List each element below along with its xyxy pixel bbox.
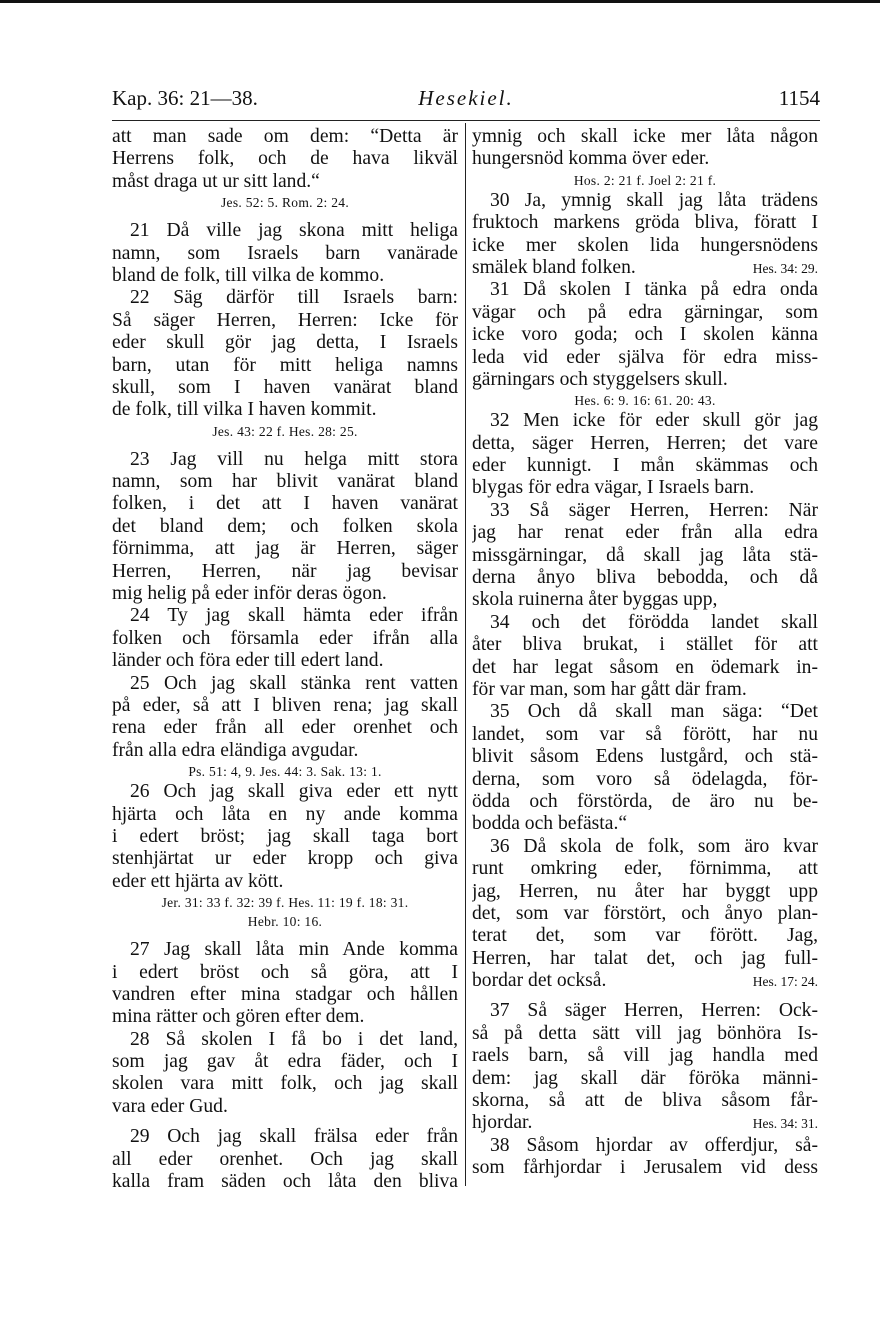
line-text: icke mer skolen lida hungersnödens [472,234,818,256]
left-column [112,126,458,1193]
verse-start-line [112,939,458,961]
line-text: mig helig på eder inför deras ögon. [112,583,387,605]
verse-start-line [112,1126,458,1148]
text-line [112,826,458,848]
column-divider [465,123,466,1186]
text-line [112,355,458,377]
line-text: vägar och på edra gärningar, som [472,301,818,323]
line-text: att man sade om dem: “Detta är [112,126,458,147]
text-line [472,1112,818,1134]
verse-start-line [472,1135,818,1157]
text-line [472,1157,818,1179]
text-line [472,813,818,835]
verse-start-line [112,449,458,471]
text-line [472,545,818,567]
cross-reference: Ps. 51: 4, 9. Jes. 44: 3. Sak. 13: 1. [188,764,382,780]
text-line [112,377,458,399]
text-line [472,634,818,656]
text-line [472,257,818,279]
text-line [112,399,458,421]
text-line [472,791,818,813]
text-line [112,1051,458,1073]
cross-reference: Hes. 17: 24. [752,974,818,990]
line-text: fruktoch markens gröda bliva, föratt I [472,212,818,234]
text-line [472,1023,818,1045]
line-text: 38 Såsom hjordar av offerdjur, så- [490,1134,818,1156]
text-line [112,471,458,493]
text-line [112,1149,458,1171]
text-line [112,1171,458,1193]
line-text: eder skull gör jag detta, I Israels [112,332,458,354]
line-text: måst draga ut ur sitt land.“ [112,170,320,192]
line-text: Herren, Herren, när jag bevisar [112,560,458,582]
text-line [472,679,818,701]
verse-start-line [472,500,818,522]
text-line [112,740,458,762]
line-text: det bland dem; och folken skola [112,515,458,537]
text-line [112,332,458,354]
line-text: blivit såsom Edens lustgård, och stä- [472,746,818,768]
line-text: stenhjärtat ur eder kropp och giva [112,848,458,870]
verse-start-line [472,836,818,858]
line-text: missgärningar, då skall jag låta stä- [472,544,818,566]
line-text: så på detta sätt vill jag bönhöra Is- [472,1022,818,1044]
line-text: folken, i det att I haven vanärat [112,493,458,515]
line-text: 30 Ja, ymnig skall jag låta trädens [490,189,818,211]
running-header [112,86,820,116]
text-line [472,567,818,589]
line-text: smälek bland folken. [472,256,636,278]
text-line [112,265,458,287]
text-line [112,695,458,717]
text-line [112,1073,458,1095]
line-text: eder kunnigt. I mån skämmas och [472,455,818,477]
text-line [112,984,458,1006]
line-text: 34 och det förödda landet skall [490,611,818,633]
text-line [472,126,818,148]
text-line [112,516,458,538]
line-text: 25 Och jag skall stänka rent vatten [130,672,458,694]
line-text: det, som var förstört, och ånyo plan- [472,902,818,924]
line-text: hjärta och låta en ny ande komma [112,803,458,825]
text-line [472,903,818,925]
line-text: leda vid eder själva för edra miss- [472,346,818,368]
line-text: namn, som har blivit vanärat bland [112,471,458,493]
text-line [472,347,818,369]
text-line [112,1096,458,1118]
line-text: skull, som I haven vanärat bland [112,376,458,398]
text-line [472,302,818,324]
cross-reference: Jes. 52: 5. Rom. 2: 24. [220,195,350,211]
text-line [472,1068,818,1090]
line-text: 29 Och jag skall frälsa eder från [130,1126,458,1148]
text-line [112,310,458,332]
text-line [472,970,818,992]
line-text: barn, utan för mitt heliga namns [112,354,458,376]
text-line [472,212,818,234]
line-text: bland de folk, till vilka de kommo. [112,264,385,286]
line-text: de folk, till vilka I haven kommit. [112,399,377,421]
line-text: icke voro goda; och I skolen känna [472,324,818,346]
verse-start-line [112,220,458,242]
text-line [112,148,458,170]
line-text: namn, som Israels barn vanärade [112,242,458,264]
line-text: dem: jag skall där föröka männi- [472,1067,818,1089]
line-text: rena eder från all eder orenhet och [112,717,458,739]
text-line [112,538,458,560]
text-line [472,858,818,880]
line-text: länder och föra eder till edert land. [112,650,384,672]
line-text: runt omkring eder, förnimma, att [472,858,818,880]
text-line [472,433,818,455]
cross-reference: Hes. 6: 9. 16: 61. 20: 43. [574,393,716,409]
line-text: jag, Herren, nu åter har byggt upp [472,880,818,902]
line-text: bodda och befästa.“ [472,813,628,835]
line-text: vara eder Gud. [112,1095,228,1117]
line-text: 36 Då skola de folk, som äro kvar [490,835,818,857]
line-text: för var man, som har gått där fram. [472,678,747,700]
line-text: som jag gav åt edra fäder, och I [112,1051,458,1073]
line-text: 35 Och då skall man säga: “Det [490,701,818,723]
text-line [472,948,818,970]
text-line [112,243,458,265]
line-text: 22 Säg därför till Israels barn: [130,287,458,309]
line-text: gärningars och styggelsers skull. [472,368,728,390]
text-line [112,561,458,583]
line-text: derna ånyo bliva bebodda, och då [472,567,818,589]
text-line [472,455,818,477]
verse-start-line [472,190,818,212]
line-text: 23 Jag vill nu helga mitt stora [130,448,458,470]
text-line [472,324,818,346]
line-text: vandren efter mina stadgar och hållen [112,983,458,1005]
line-text: från alla edra eländiga avgudar. [112,739,359,761]
line-text: 24 Ty jag skall hämta eder ifrån [130,605,458,627]
right-column [472,126,818,1180]
line-text: ödda och förstörda, de äro nu be- [472,790,818,812]
verse-start-line [472,1000,818,1022]
chapter-range: Kap. 36: 21—38. [112,86,258,110]
line-text: terat det, som var förött. Jag, [472,925,818,947]
text-line [112,583,458,605]
line-text: 33 Så säger Herren, Herren: När [490,499,818,521]
line-text: jag har renat eder från alla edra [472,522,818,544]
line-text: all eder orenhet. Och jag skall [112,1148,458,1170]
text-line [472,477,818,499]
line-text: Herrens folk, och de hava likväl [112,148,458,170]
text-line [472,881,818,903]
verse-start-line [472,612,818,634]
line-text: detta, säger Herren, Herren; det vare [472,432,818,454]
text-line [472,1045,818,1067]
line-text: Så säger Herren, Herren: Icke för [112,309,458,331]
text-line [472,746,818,768]
line-text: folken och församla eder ifrån alla [112,627,458,649]
text-line [112,871,458,893]
text-line [112,804,458,826]
text-line [472,925,818,947]
line-text: derna, som voro så ödelagda, för- [472,768,818,790]
line-text: 27 Jag skall låta min Ande komma [130,939,458,961]
text-line [112,1006,458,1028]
line-text: bordar det också. [472,970,607,992]
text-line [112,962,458,984]
text-line [112,628,458,650]
line-text: i edert bröst och så göra, att I [112,961,458,983]
verse-start-line [112,605,458,627]
line-text: kalla fram säden och låta den bliva [112,1171,458,1193]
text-line [472,148,818,170]
text-line [112,848,458,870]
book-title: Hesekiel. [418,86,514,110]
line-text: 26 Och jag skall giva eder ett nytt [130,781,458,803]
text-line [112,493,458,515]
text-line [472,657,818,679]
line-text: landet, som var så förött, har nu [472,723,818,745]
line-text: i edert bröst; jag skall taga bort [112,825,458,847]
text-line [472,724,818,746]
text-line [472,589,818,611]
line-text: skola ruinerna åter byggas upp, [472,589,718,611]
page-number: 1154 [778,86,820,110]
line-text: skolen vara mitt folk, och jag skall [112,1073,458,1095]
cross-reference: Jer. 31: 33 f. 32: 39 f. Hes. 11: 19 f. 18: 31. [161,895,409,911]
line-text: hungersnöd komma över eder. [472,148,710,170]
line-text: 32 Men icke för eder skull gör jag [490,410,818,432]
cross-reference: Hebr. 10: 16. [247,914,323,930]
line-text: mina rätter och gören efter dem. [112,1006,365,1028]
cross-reference: Jes. 43: 22 f. Hes. 28: 25. [212,423,358,439]
verse-start-line [112,673,458,695]
cross-reference: Hos. 2: 21 f. Joel 2: 21 f. [573,172,717,188]
header-rule [112,120,820,121]
line-text: blygas för edra vägar, I Israels barn. [472,477,755,499]
text-line [472,769,818,791]
line-text: eder ett hjärta av kött. [112,870,284,892]
line-text: ymnig och skall icke mer låta någon [472,126,818,147]
line-text: 28 Så skolen I få bo i det land, [130,1028,458,1050]
text-line [472,369,818,391]
line-text: på eder, så att I bliven rena; jag skall [112,694,458,716]
top-edge-line [0,0,880,3]
text-line [112,171,458,193]
line-text: raels barn, så vill jag handla med [472,1045,818,1067]
line-text: skorna, så att de bliva såsom får- [472,1090,818,1112]
text-line [112,717,458,739]
verse-start-line [112,287,458,309]
line-text: det har legat såsom en ödemark in- [472,656,818,678]
verse-start-line [472,701,818,723]
line-text: Herren, har talat det, och jag full- [472,947,818,969]
line-text: förnimma, att jag är Herren, säger [112,538,458,560]
text-line [472,522,818,544]
line-text: 21 Då ville jag skona mitt heliga [130,220,458,242]
line-text: som fårhjordar i Jerusalem vid dess [472,1157,818,1179]
line-text: 31 Då skolen I tänka på edra onda [490,279,818,301]
line-text: hjordar. [472,1112,533,1134]
line-text: åter bliva brukat, i stället för att [472,634,818,656]
verse-start-line [112,1029,458,1051]
verse-start-line [472,279,818,301]
text-line [112,126,458,148]
verse-start-line [472,410,818,432]
text-line [112,650,458,672]
text-line [472,235,818,257]
text-line [472,1090,818,1112]
cross-reference: Hes. 34: 31. [752,1116,818,1132]
verse-start-line [112,781,458,803]
cross-reference: Hes. 34: 29. [752,260,818,276]
line-text: 37 Så säger Herren, Herren: Ock- [490,1000,818,1022]
